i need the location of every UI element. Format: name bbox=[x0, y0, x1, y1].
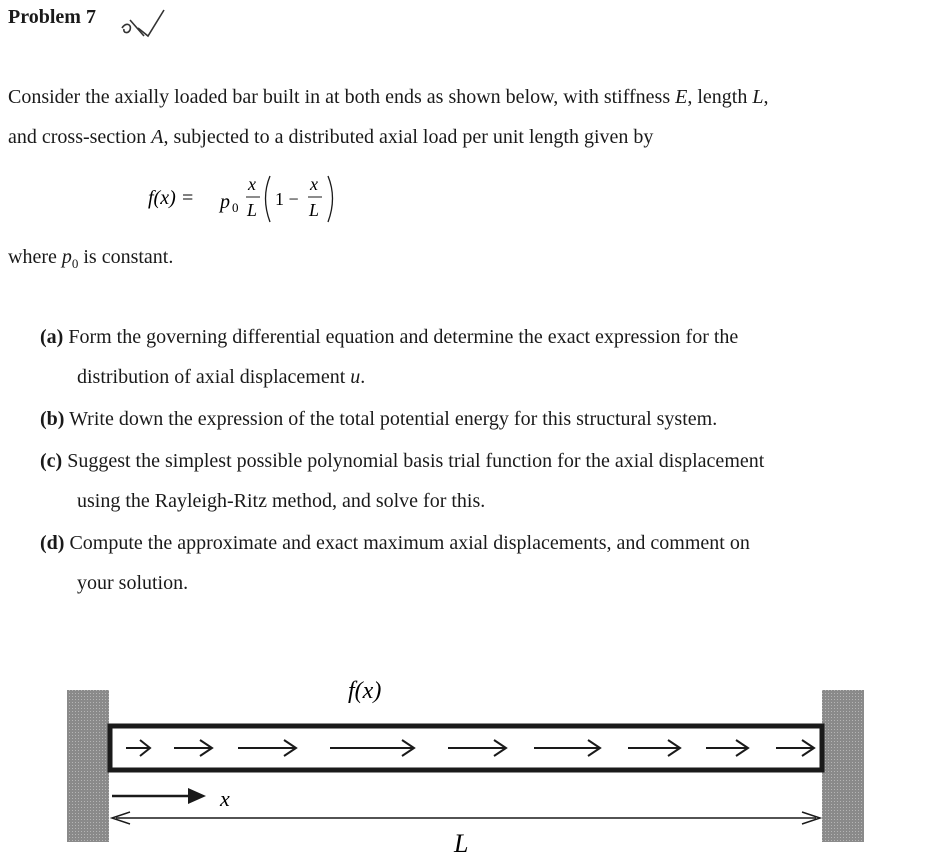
part-b: (b) Write down the expression of the total potential energy for this structural system. bbox=[40, 408, 718, 430]
right-wall bbox=[822, 690, 864, 842]
intro-line-1: Consider the axially loaded bar built in at both ends as shown below, with stiffness E, length L, bbox=[8, 86, 769, 108]
load-formula bbox=[148, 168, 368, 232]
formula-lhs: f(x) = bbox=[148, 187, 195, 209]
x-arrow-head bbox=[188, 788, 206, 804]
formula-denominator-2: L bbox=[309, 200, 320, 220]
formula-numerator: x bbox=[248, 174, 256, 194]
load-label: f(x) bbox=[348, 678, 382, 704]
part-c: (c) Suggest the simplest possible polynomial basis trial function for the axial displacement bbox=[40, 450, 765, 472]
part-c-continued: using the Rayleigh-Ritz method, and solve for this. bbox=[77, 490, 486, 512]
left-wall bbox=[67, 690, 109, 842]
part-d-continued: your solution. bbox=[77, 572, 189, 594]
formula-p0-sub: 0 bbox=[232, 200, 239, 215]
left-paren bbox=[266, 176, 271, 222]
formula-one-minus: 1 − bbox=[275, 189, 299, 209]
checkmark-annotation-icon bbox=[118, 6, 168, 40]
where-statement: where $p_0$ is constant. bbox=[8, 246, 174, 271]
part-a: (a) Form the governing differential equation and determine the exact expression for the bbox=[40, 326, 739, 348]
problem-title: Problem 7 bbox=[8, 6, 96, 28]
length-label: L bbox=[454, 829, 469, 858]
intro-line-2: and cross-section A, subjected to a distributed axial load per unit length given by bbox=[8, 126, 654, 148]
formula-numerator-2: x bbox=[310, 174, 318, 194]
part-a-continued: distribution of axial displacement u. bbox=[77, 366, 366, 388]
right-paren bbox=[328, 176, 333, 222]
formula-denominator: L bbox=[247, 200, 258, 220]
x-label: x bbox=[220, 786, 230, 811]
part-d: (d) Compute the approximate and exact maximum axial displacements, and comment on bbox=[40, 532, 750, 554]
formula-p0: p bbox=[220, 191, 230, 213]
bar-diagram bbox=[0, 660, 935, 859]
